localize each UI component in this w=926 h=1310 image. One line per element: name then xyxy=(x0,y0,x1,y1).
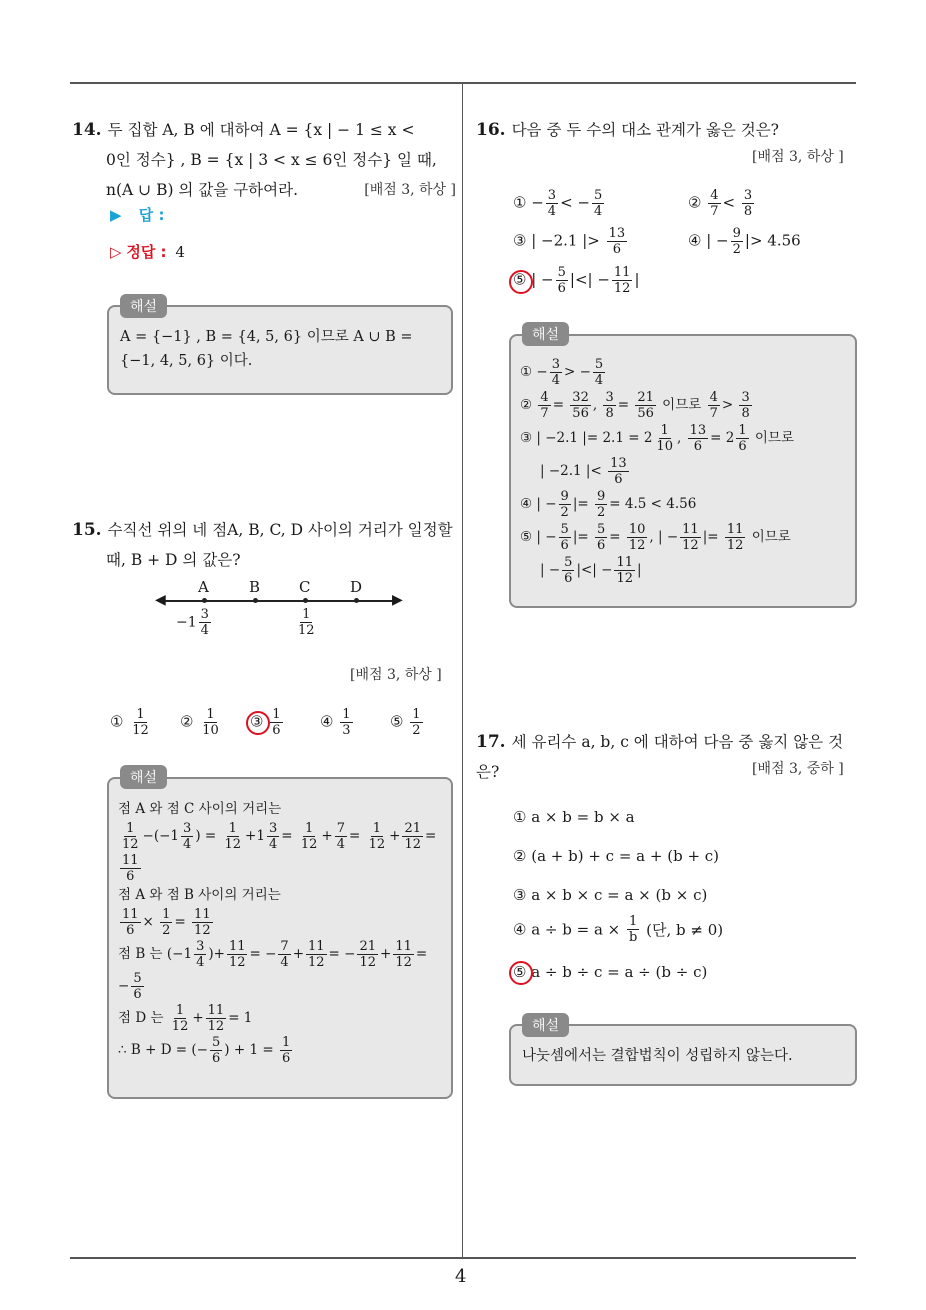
q16-line1: 다음 중 두 수의 대소 관계가 옳은 것은? xyxy=(511,121,779,139)
q15-choice-2[interactable] xyxy=(180,707,223,738)
q15-choice-5[interactable] xyxy=(390,707,425,738)
q15-line1: 수직선 위의 네 점A, B, C, D 사이의 거리가 일정할 xyxy=(107,521,453,539)
label-c xyxy=(294,607,319,638)
point-a: A xyxy=(198,578,209,596)
column-divider xyxy=(462,82,463,1258)
q14-line2: 0인 정수} , B = {x | 3 < x ≤ 6인 정수} 일 때, xyxy=(106,151,437,169)
q17-stem xyxy=(476,727,860,787)
q16-choice-2[interactable]: ② $\frac{4}{7}$ < $\frac{3}{8}$ xyxy=(688,188,753,219)
choice-den: 3 xyxy=(342,723,351,738)
choice-mark: ⑤ xyxy=(390,712,404,731)
q15-sol-math1: $\frac{1}{12}$ −(−1 $\frac{3}{4}$ ) = $\frac{1}{12}$ +1 $\frac{3}{4}$ = $\frac{1}{12}$ + $\frac{7}{4}$ = $\frac{1}{12}$ + $\frac{21}{12}$ = xyxy=(122,821,437,852)
q17-choice-2[interactable]: ② (a + b) + c = a + (b + c) xyxy=(513,847,720,865)
point-d: D xyxy=(350,578,363,596)
q14-line1: 두 집합 A, B 에 대하여 A = {x | − 1 ≤ x < xyxy=(107,121,415,139)
q15-choice-4[interactable] xyxy=(320,707,355,738)
q16-sol-3: ③ | −2.1 |= 2.1 = 2 $\frac{1}{10}$ , $\frac{13}{6}$ = 2 $\frac{1}{6}$ 이므로 xyxy=(520,423,795,454)
label-a-num: 3 xyxy=(200,607,209,622)
correct-circle-icon xyxy=(509,270,533,294)
q14-line3: n(A ∪ B) 의 값을 구하여라. xyxy=(106,181,299,199)
play-icon: ▶ xyxy=(110,206,122,224)
q15-solution-tag: 해설 xyxy=(120,765,167,789)
q16-sol-1: ① − $\frac{3}{4}$ > − $\frac{5}{4}$ xyxy=(520,357,604,388)
q16-meta: [배점 3, 하상 ] xyxy=(752,149,844,165)
bottom-rule xyxy=(70,1257,856,1259)
q15-sol-math1b: $\frac{11}{6}$ xyxy=(122,853,139,884)
arrow-left-icon: ◀ xyxy=(155,592,166,608)
q15-sol-l5: ∴ B + D = xyxy=(118,1042,188,1058)
choice-num: 1 xyxy=(272,707,281,722)
q17-choice-4-text: ④ a ÷ b = a × xyxy=(513,920,621,939)
q15-line2: 때, B + D 의 값은? xyxy=(106,551,241,569)
q16-sol-suffix: 이므로 xyxy=(662,397,702,413)
q14-correct xyxy=(110,241,185,262)
q16-sol-2: ② $\frac{4}{7}$ = $\frac{32}{56}$ , $\frac{3}{8}$ = $\frac{21}{56}$ 이므로 $\frac{4}{7}$ > $\frac{3}{8}$ xyxy=(520,390,750,421)
choice-mark: ① xyxy=(110,712,124,731)
q14-number: 14. xyxy=(72,120,102,140)
q15-solution-text xyxy=(118,798,448,1066)
q14-solution-tag: 해설 xyxy=(120,294,167,318)
q15-sol-math4: 점 D 는 $\frac{1}{12}$ + $\frac{11}{12}$ = 1 xyxy=(118,1003,253,1034)
choice-den: 12 xyxy=(132,723,149,738)
choice-den: 6 xyxy=(272,723,281,738)
choice-num: 1 xyxy=(206,707,215,722)
q15-meta: [배점 3, 하상 ] xyxy=(350,667,442,683)
q17-choice-3[interactable]: ③ a × b × c = a × (b × c) xyxy=(513,886,708,904)
q14-meta: [배점 3, 하상 ] xyxy=(364,182,456,198)
label-c-num: 1 xyxy=(302,607,311,622)
choice-num: 1 xyxy=(342,707,351,722)
q14-correct-label: 정답 : xyxy=(126,243,167,261)
q16-sol-suffix: 이므로 xyxy=(751,529,791,545)
point-c: C xyxy=(299,578,311,596)
top-rule xyxy=(70,82,856,84)
q14-answer xyxy=(110,204,165,225)
q16-choice-4[interactable]: ④ | − $\frac{9}{2}$ |> 4.56 xyxy=(688,226,801,257)
q16-sol-4: ④ | − $\frac{9}{2}$ |= $\frac{9}{2}$ = 4.5 < 4.56 xyxy=(520,489,697,520)
q16-choice-5[interactable]: ⑤ | − $\frac{5}{6}$ |<| − $\frac{11}{12}$ | xyxy=(513,265,640,296)
q14-sol-line1: A = {−1} , B = {4, 5, 6} 이므로 A ∪ B = xyxy=(120,329,413,345)
choice-mark: ③ xyxy=(250,712,264,731)
q16-choice-3[interactable]: ③ | −2.1 |> $\frac{13}{6}$ xyxy=(513,226,626,257)
q16-sol-5b: | − $\frac{5}{6}$ |<| − $\frac{11}{12}$ | xyxy=(540,555,642,586)
choice-num: 1 xyxy=(136,707,145,722)
q17-solution-tag: 해설 xyxy=(522,1013,569,1037)
q16-sol-5: ⑤ | − $\frac{5}{6}$ |= $\frac{5}{6}$ = $\frac{10}{12}$ , | − $\frac{11}{12}$ |= $\frac{11}{12}$ 이므로 xyxy=(520,522,791,553)
label-a xyxy=(176,607,213,638)
q15-sol-l1: 점 A 와 점 C 사이의 거리는 xyxy=(118,801,282,817)
q15-sol-math5: ∴ B + D = (− $\frac{5}{6}$ ) + 1 = $\frac{1}{6}$ xyxy=(118,1035,291,1066)
label-a-whole: −1 xyxy=(176,614,197,631)
q14-correct-value: 4 xyxy=(175,243,185,261)
choice-mark: ④ xyxy=(320,712,334,731)
q17-meta: [배점 3, 중하 ] xyxy=(752,761,844,777)
q16-sol-3b: | −2.1 |< $\frac{13}{6}$ xyxy=(540,456,627,487)
point-b: B xyxy=(249,578,261,596)
label-c-den: 12 xyxy=(298,623,315,638)
q14-sol-line2: {−1, 4, 5, 6} 이다. xyxy=(120,353,253,369)
arrow-right-icon: ▶ xyxy=(392,592,403,608)
page-number: 4 xyxy=(455,1266,467,1287)
choice-num: 1 xyxy=(412,707,421,722)
choice-mark: ② xyxy=(180,712,194,731)
q17-number: 17. xyxy=(476,732,506,752)
q14-solution-text xyxy=(120,325,445,373)
q17-line1: 세 유리수 a, b, c 에 대하여 다음 중 옳지 않은 것은? xyxy=(476,733,844,781)
q17-solution-text: 나눗셈에서는 결합법칙이 성립하지 않는다. xyxy=(522,1048,793,1064)
q15-sol-l3: 점 B 는 xyxy=(118,946,163,962)
q15-stem xyxy=(72,515,456,575)
q15-sol-math2: $\frac{11}{6}$ × $\frac{1}{2}$ = $\frac{11}{12}$ xyxy=(122,907,211,938)
q16-sol-suffix: 이므로 xyxy=(754,430,795,446)
q15-number: 15. xyxy=(72,520,102,540)
q16-number: 16. xyxy=(476,120,506,140)
q16-solution-text xyxy=(520,356,850,587)
q14-answer-label: 답 : xyxy=(138,206,165,224)
play-outline-icon: ▷ xyxy=(110,243,122,261)
q17-choice-4-tail: (단, b ≠ 0) xyxy=(646,921,724,939)
q16-stem xyxy=(476,115,856,145)
q15-sol-l2: 점 A 와 점 B 사이의 거리는 xyxy=(118,887,281,903)
q15-sol-math3b: − $\frac{5}{6}$ xyxy=(118,971,142,1002)
q15-choice-1[interactable] xyxy=(110,707,153,738)
q15-sol-math3: 점 B 는 (−1 $\frac{3}{4}$ )+ $\frac{11}{12}$ = − $\frac{7}{4}$ + $\frac{11}{12}$ = − $\frac{21}{12}$ + $\frac{11}{12}$ = xyxy=(118,939,428,970)
q14-stem xyxy=(72,115,456,205)
q17-choice-4[interactable]: ④ a ÷ b = a × $\frac{1}{b}$ (단, b ≠ 0) xyxy=(513,914,724,945)
correct-circle-icon xyxy=(246,711,270,735)
choice-den: 2 xyxy=(412,723,421,738)
choice-den: 10 xyxy=(202,723,219,738)
q16-solution-tag: 해설 xyxy=(522,322,569,346)
q15-sol-l4: 점 D 는 xyxy=(118,1010,164,1026)
q16-choice-1[interactable]: ① − $\frac{3}{4}$ < − $\frac{5}{4}$ xyxy=(513,188,603,219)
label-a-den: 4 xyxy=(200,623,209,638)
q17-choice-1[interactable]: ① a × b = b × a xyxy=(513,808,635,826)
q17-choice-5[interactable]: ⑤ a ÷ b ÷ c = a ÷ (b ÷ c) xyxy=(513,963,708,981)
correct-circle-icon xyxy=(509,961,533,985)
